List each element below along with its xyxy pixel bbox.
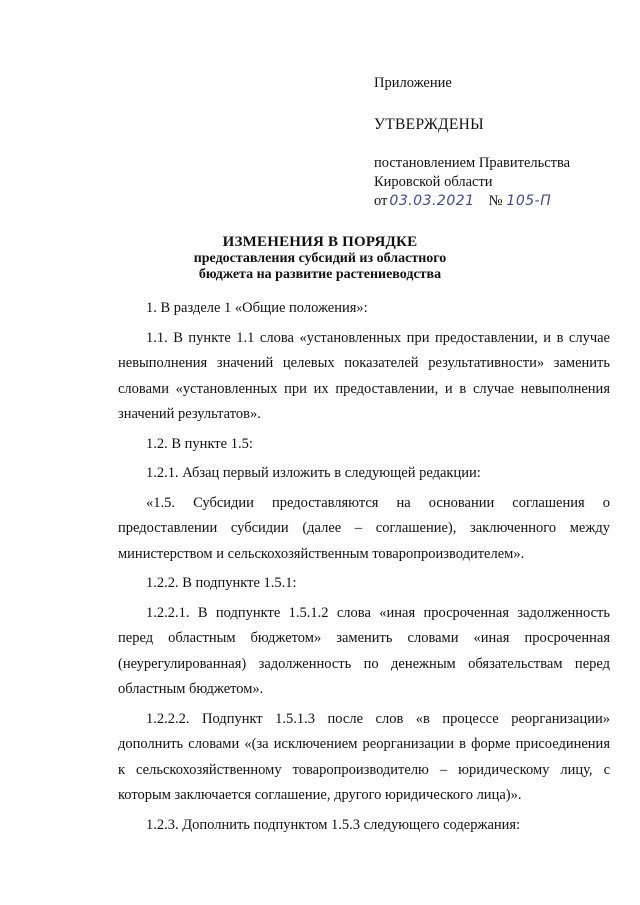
title-subtitle-line1: предоставления субсидий из областного: [193, 251, 447, 266]
number-sign: №: [488, 193, 503, 209]
paragraph: 1.1. В пункте 1.1 слова «установленных при предоставлении, и в случае невыполнения значений целевых показателей результативности» заменить словами «установленных при их предоставлении, и в случае невыполнения значений результатов».: [118, 329, 610, 422]
approval-header: [374, 74, 614, 211]
paragraph: 1.2. В пункте 1.5:: [146, 435, 253, 452]
paragraph: 1.2.2. В подпункте 1.5.1:: [146, 575, 297, 591]
decree-date-line: [374, 192, 614, 211]
document-title: [90, 233, 550, 283]
handwritten-number: 105-П: [506, 193, 552, 209]
appendix-label: Приложение: [374, 75, 452, 91]
date-prefix: от: [374, 193, 388, 209]
document-body: [118, 296, 610, 838]
paragraph: 1. В разделе 1 «Общие положения»:: [146, 300, 368, 316]
paragraph: «1.5. Субсидии предоставляются на основании соглашения о предоставлении субсидии (далее – соглашение), заключенного между министерством и сельскохозяйственным товаропроизводителем».: [118, 494, 610, 562]
paragraph: 1.2.3. Дополнить подпунктом 1.5.3 следующего содержания:: [146, 816, 521, 833]
approved-heading: УТВЕРЖДЕНЫ: [374, 116, 484, 133]
decree-authority: постановлением Правительства: [374, 155, 571, 171]
title-subtitle-line2: бюджета на развитие растениеводства: [198, 267, 442, 282]
title-main: ИЗМЕНЕНИЯ В ПОРЯДКЕ: [222, 234, 418, 250]
paragraph: 1.2.2.1. В подпункте 1.5.1.2 слова «иная просроченная задолженность перед областным бюджетом» заменить словами «иная просроченная (неурегулированная) задолженность по денежным обязательствам перед областным бюджетом».: [118, 604, 610, 697]
handwritten-date: 03.03.2021: [389, 193, 475, 209]
paragraph: 1.2.2.2. Подпункт 1.5.1.3 после слов «в процессе реорганизации» дополнить словами «(за исключением реорганизации в форме присоединения к сельскохозяйственному товаропроизводителю – юридическому лицу, с которым заключается соглашение, другого юридического лица)».: [118, 710, 610, 803]
decree-region: Кировской области: [374, 174, 493, 190]
paragraph: 1.2.1. Абзац первый изложить в следующей редакции:: [146, 465, 481, 481]
